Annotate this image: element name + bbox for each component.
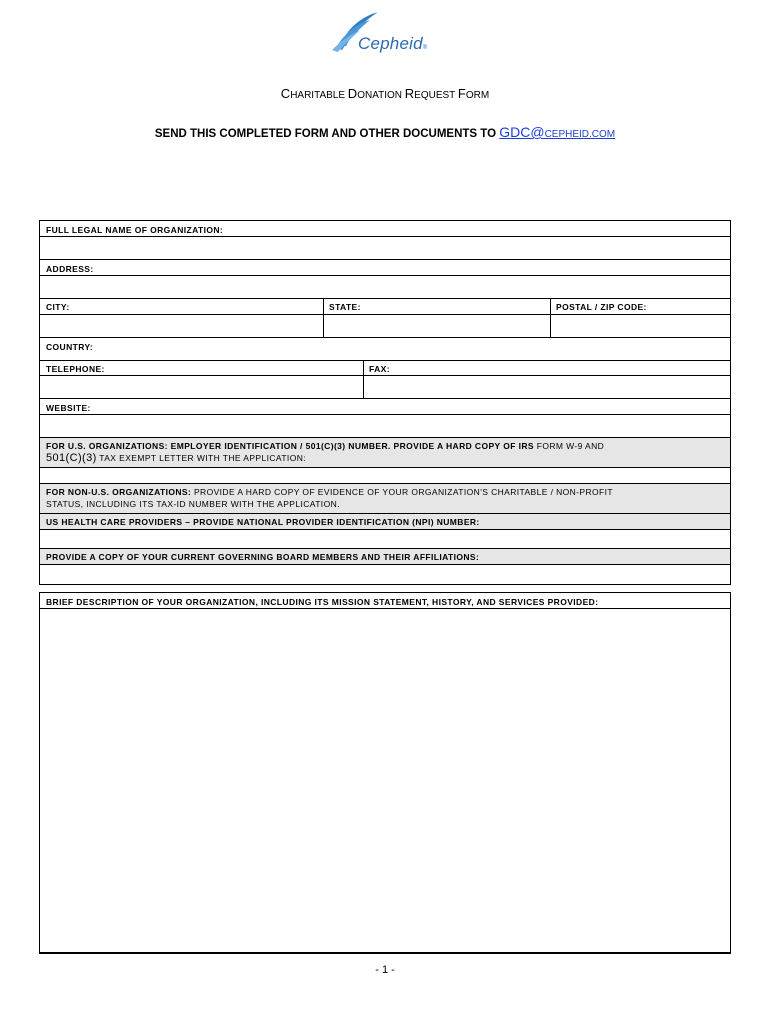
address-label: ADDRESS: xyxy=(46,264,94,274)
telephone-fax-row xyxy=(39,360,731,399)
legal-name-field[interactable] xyxy=(40,236,730,259)
address-row xyxy=(39,259,731,299)
legal-name-label: FULL LEGAL NAME OF ORGANIZATION: xyxy=(46,225,224,235)
country-label: COUNTRY: xyxy=(46,342,94,352)
board-field[interactable] xyxy=(39,564,731,585)
board-row xyxy=(39,548,731,565)
country-row xyxy=(39,337,731,361)
cepheid-logo xyxy=(330,10,440,60)
description-field[interactable] xyxy=(40,608,730,952)
email-link[interactable]: GDC@CEPHEID.COM xyxy=(499,124,616,140)
state-label: STATE: xyxy=(329,302,361,312)
npi-label: US HEALTH CARE PROVIDERS – PROVIDE NATIONAL PROVIDER IDENTIFICATION (NPI) NUMBER: xyxy=(46,517,480,527)
address-field[interactable] xyxy=(40,275,730,298)
description-row xyxy=(39,592,731,954)
city-label: CITY: xyxy=(46,302,70,312)
fax-label: FAX: xyxy=(369,364,390,374)
us-orgs-field[interactable] xyxy=(39,467,731,484)
website-row xyxy=(39,398,731,438)
board-label: PROVIDE A COPY OF YOUR CURRENT GOVERNING BOARD MEMBERS AND THEIR AFFILIATIONS: xyxy=(46,552,480,562)
us-orgs-row xyxy=(39,437,731,468)
city-state-zip-fields[interactable] xyxy=(40,314,730,337)
telephone-fax-fields[interactable] xyxy=(40,375,730,398)
npi-row xyxy=(39,513,731,530)
non-us-orgs-row xyxy=(39,483,731,514)
legal-name-row xyxy=(39,220,731,260)
postal-label: POSTAL / ZIP CODE: xyxy=(556,302,647,312)
npi-field[interactable] xyxy=(39,529,731,549)
website-label: WEBSITE: xyxy=(46,403,91,413)
telephone-label: TELEPHONE: xyxy=(46,364,105,374)
form-title: CHARITABLE DONATION REQUEST FORM xyxy=(280,86,490,101)
page-number: - 1 - xyxy=(375,964,395,976)
us-orgs-label: FOR U.S. ORGANIZATIONS: EMPLOYER IDENTIFICATION / 501(C)(3) NUMBER. PROVIDE A HARD COPY OF IRS FORM W-9 AND 501(C)(3) TAX EXEMPT LETTER WITH THE APPLICATION: xyxy=(46,441,605,464)
website-field[interactable] xyxy=(40,414,730,437)
description-label: BRIEF DESCRIPTION OF YOUR ORGANIZATION, INCLUDING ITS MISSION STATEMENT, HISTORY, AND SERVICES PROVIDED: xyxy=(46,597,599,607)
logo-wordmark: Cepheid® xyxy=(358,34,428,53)
send-instruction: SEND THIS COMPLETED FORM AND OTHER DOCUMENTS TO GDC@CEPHEID.COM xyxy=(154,124,616,140)
non-us-orgs-label: FOR NON-U.S. ORGANIZATIONS: PROVIDE A HARD COPY OF EVIDENCE OF YOUR ORGANIZATION'S CHARITABLE / NON-PROFIT STATUS, INCLUDING ITS TAX-ID NUMBER WITH THE APPLICATION. xyxy=(46,487,613,509)
city-state-zip-row xyxy=(39,298,731,338)
